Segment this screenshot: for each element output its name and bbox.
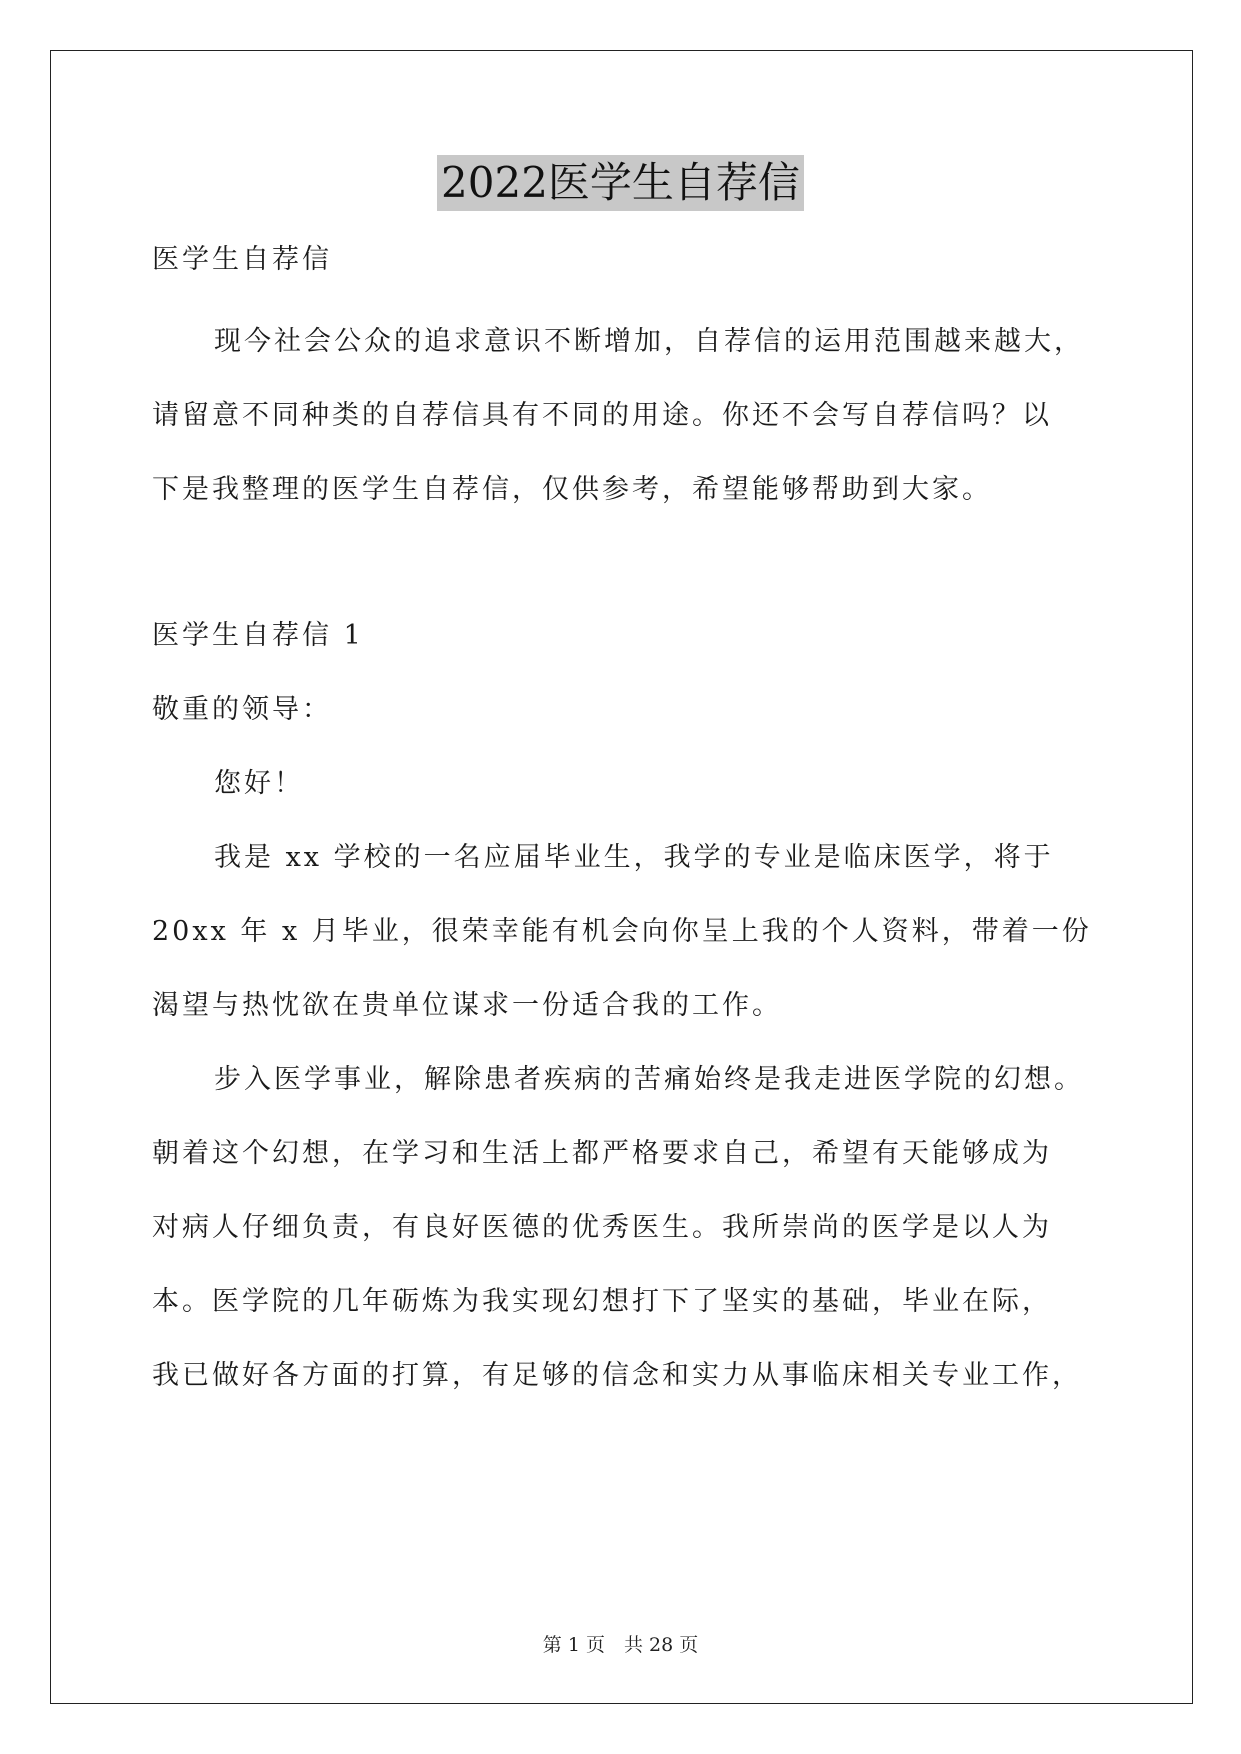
paragraph-line: 20xx 年 x 月毕业，很荣幸能有机会向你呈上我的个人资料，带着一份 (152, 916, 1092, 947)
paragraph-line: 我已做好各方面的打算，有足够的信念和实力从事临床相关专业工作， (152, 1360, 1082, 1391)
greeting: 您好！ (214, 768, 304, 799)
paragraph-line: 朝着这个幻想，在学习和生活上都严格要求自己，希望有天能够成为 (152, 1138, 1052, 1169)
letter-heading: 医学生自荐信 1 (152, 620, 364, 651)
document-title (0, 155, 1241, 211)
paragraph-line: 渴望与热忱欲在贵单位谋求一份适合我的工作。 (152, 990, 782, 1021)
paragraph-line: 对病人仔细负责，有良好医德的优秀医生。我所崇尚的医学是以人为 (152, 1212, 1052, 1243)
paragraph-line: 请留意不同种类的自荐信具有不同的用途。你还不会写自荐信吗？以 (152, 400, 1052, 431)
paragraph-line: 我是 xx 学校的一名应届毕业生，我学的专业是临床医学，将于 (214, 842, 1054, 873)
paragraph-line: 下是我整理的医学生自荐信，仅供参考，希望能够帮助到大家。 (152, 474, 992, 505)
document-title-text: 2022医学生自荐信 (437, 155, 804, 211)
section-heading: 医学生自荐信 (152, 244, 332, 275)
paragraph-line: 步入医学事业，解除患者疾病的苦痛始终是我走进医学院的幻想。 (214, 1064, 1084, 1095)
page-number-footer: 第 1 页 共 28 页 (542, 1634, 699, 1656)
paragraph-line: 现今社会公众的追求意识不断增加，自荐信的运用范围越来越大， (214, 326, 1084, 357)
salutation: 敬重的领导： (152, 694, 332, 725)
paragraph-line: 本。医学院的几年砺炼为我实现幻想打下了坚实的基础，毕业在际， (152, 1286, 1052, 1317)
